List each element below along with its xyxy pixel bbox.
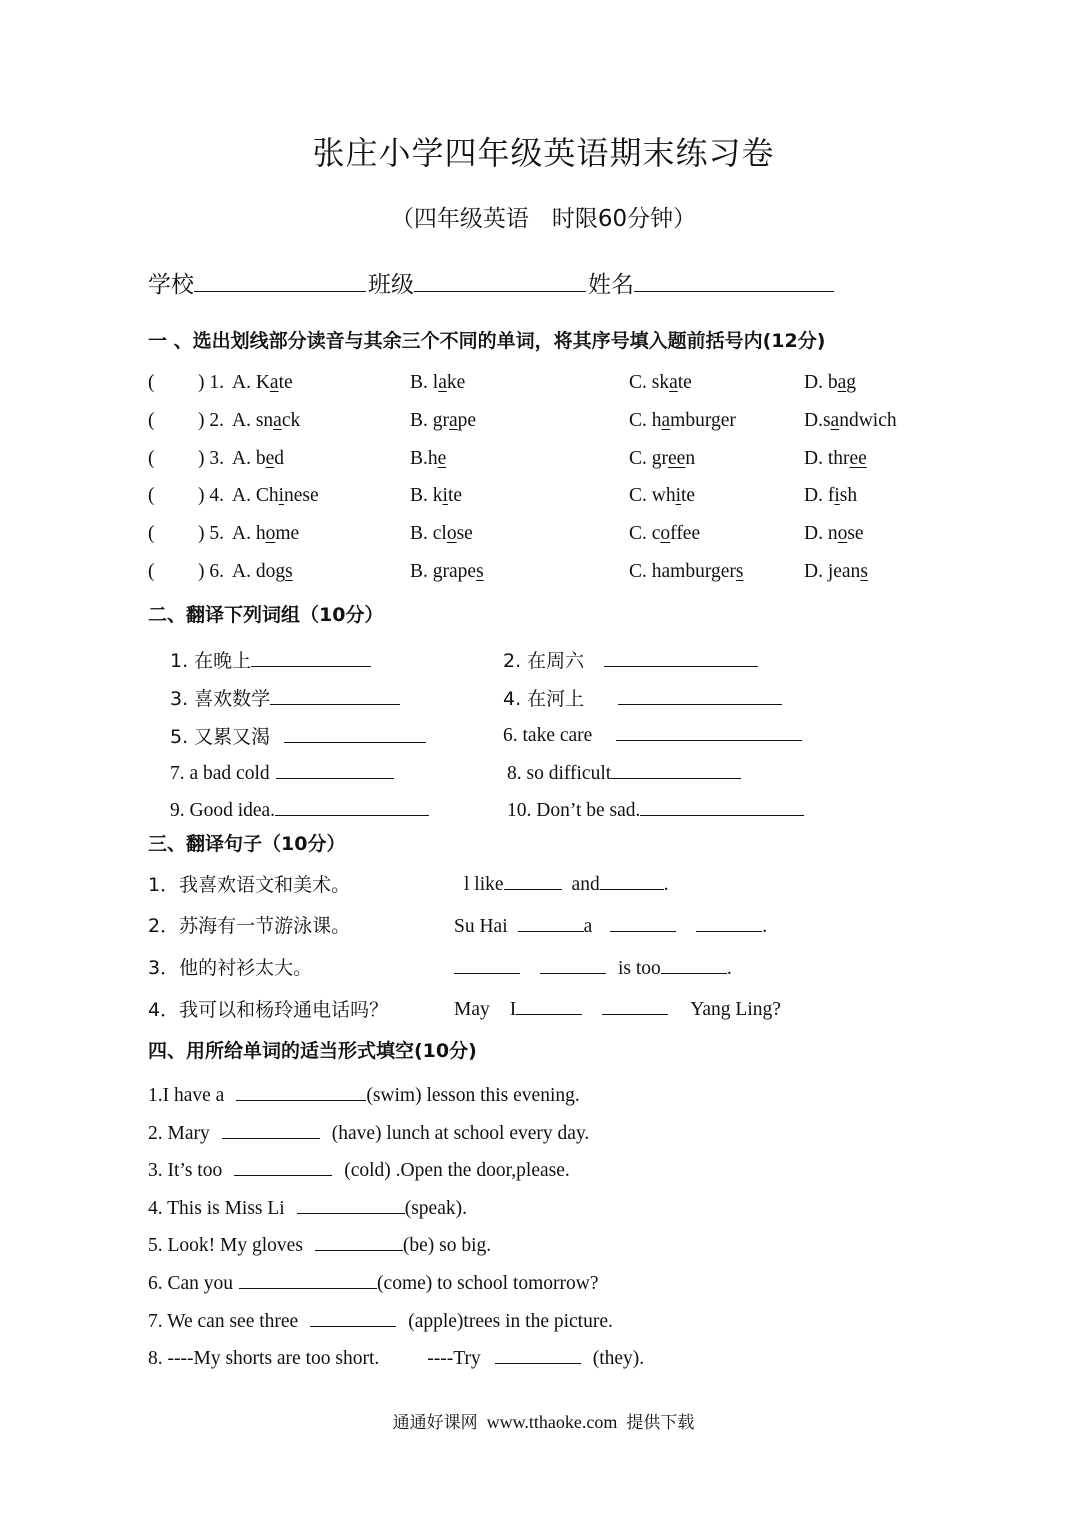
word-part: B. l — [410, 372, 439, 393]
phrase-item — [170, 722, 426, 749]
answer-blank[interactable] — [600, 871, 664, 890]
word-part: A. sn — [232, 410, 274, 431]
answer-bracket[interactable]: ( — [148, 410, 155, 431]
question-number: ) 3. — [198, 448, 224, 469]
s3-3-text-b: . — [726, 958, 732, 979]
s3-2-text-c: . — [762, 916, 768, 937]
word-part: ndwich — [839, 410, 897, 431]
word-part: B. grape — [410, 561, 477, 582]
word-part: D.s — [804, 410, 831, 431]
answer-blank[interactable] — [454, 955, 520, 974]
student-info-line — [148, 266, 836, 299]
s3-3-text-a: is too — [618, 958, 661, 979]
word-part: pe — [457, 410, 477, 431]
answer-blank[interactable] — [616, 722, 802, 741]
underlined-letters: o — [265, 523, 276, 544]
section-2-heading: 二、翻译下列词组（10分） — [148, 604, 384, 626]
answer-blank[interactable] — [518, 913, 584, 932]
s3-4-text-a: May — [454, 999, 490, 1020]
s3-1-text-b: and — [571, 874, 600, 895]
word-part: C. h — [629, 410, 662, 431]
phrase-text: 2. 在周六 — [503, 650, 585, 672]
word-part: ke — [446, 372, 466, 393]
item-suffix: (be) so big. — [402, 1235, 492, 1256]
footer-credit — [0, 1408, 1087, 1433]
item-prefix: 7. We can see three — [148, 1311, 299, 1332]
item-prefix: 8. ----My shorts are too short. — [148, 1348, 380, 1369]
option-c[interactable] — [629, 485, 695, 507]
phrase-item — [507, 797, 804, 822]
option-b[interactable] — [410, 372, 465, 394]
phrase-item — [503, 684, 782, 711]
answer-blank[interactable] — [239, 1270, 377, 1289]
footer-site-name: 通通好课网 — [392, 1413, 478, 1433]
phrase-item — [170, 760, 394, 785]
underlined-letters: i — [834, 485, 840, 506]
answer-bracket[interactable]: ( — [148, 485, 155, 506]
word-part: A. h — [232, 523, 266, 544]
section-3-heading: 三、翻译句子（10分） — [148, 833, 346, 855]
option-a[interactable] — [232, 448, 284, 470]
option-a[interactable] — [232, 485, 319, 507]
option-a[interactable] — [232, 372, 293, 394]
underlined-letters: s — [285, 561, 293, 582]
phrase-text: 9. Good idea. — [170, 800, 276, 821]
option-b[interactable] — [410, 485, 462, 507]
underlined-letters: a — [837, 372, 847, 393]
s3-item-3-english — [454, 955, 732, 980]
class-label: 班级 — [368, 272, 414, 298]
answer-bracket[interactable]: ( — [148, 448, 155, 469]
underlined-letters: a — [661, 410, 671, 431]
option-c[interactable] — [629, 561, 743, 583]
word-part: D. f — [804, 485, 835, 506]
item-suffix: (come) to school tomorrow? — [377, 1273, 599, 1294]
item-suffix: (have) lunch at school every day. — [331, 1123, 590, 1144]
question-number: ) 2. — [198, 410, 224, 431]
answer-blank[interactable] — [602, 996, 668, 1015]
word-part: ffee — [670, 523, 701, 544]
option-d[interactable] — [804, 523, 864, 545]
answer-blank[interactable] — [618, 686, 782, 705]
fill-item — [148, 1345, 644, 1370]
item-reply: ----Try — [427, 1348, 481, 1369]
option-b[interactable] — [410, 410, 476, 432]
section-4-heading: 四、用所给单词的适当形式填空(10分) — [148, 1040, 477, 1062]
word-part: D. thr — [804, 448, 850, 469]
answer-blank[interactable] — [661, 955, 727, 974]
word-part: sh — [839, 485, 858, 506]
answer-blank[interactable] — [604, 648, 758, 667]
option-b[interactable] — [410, 448, 446, 470]
underlined-letters: a — [830, 410, 840, 431]
item-prefix: 6. Can you — [148, 1273, 234, 1294]
underlined-letters: ee — [849, 448, 867, 469]
phrase-item — [170, 797, 429, 822]
answer-bracket[interactable]: ( — [148, 561, 155, 582]
word-part: se — [847, 523, 864, 544]
item-prefix: 4. This is Miss Li — [148, 1198, 285, 1219]
item-prefix: 1.I have a — [148, 1085, 225, 1106]
word-part: C. sk — [629, 372, 670, 393]
fill-item — [148, 1082, 580, 1107]
word-part: se — [456, 523, 473, 544]
word-part: te — [278, 372, 293, 393]
s3-2-text-a: Su Hai — [454, 916, 508, 937]
underlined-letters: i — [278, 485, 285, 506]
answer-blank[interactable] — [234, 1157, 332, 1176]
s3-4-text-b: I — [509, 999, 517, 1020]
item-suffix: (cold) .Open the door,please. — [344, 1160, 570, 1181]
word-part: A. K — [232, 372, 270, 393]
item-suffix: (speak). — [404, 1198, 467, 1219]
phrase-item — [503, 722, 802, 747]
item-prefix: 3. It’s too — [148, 1160, 223, 1181]
answer-blank[interactable] — [310, 1308, 396, 1327]
s3-item-2-chinese: 2．苏海有一节游泳课。 — [148, 915, 351, 937]
answer-blank[interactable] — [315, 1232, 403, 1251]
underlined-letters: a — [273, 410, 282, 431]
underlined-letters: e — [437, 448, 447, 469]
underlined-letters: a — [269, 372, 279, 393]
fill-item — [148, 1157, 570, 1182]
option-a[interactable] — [232, 561, 293, 583]
footer-url[interactable]: www.tthaoke.com — [486, 1412, 618, 1432]
underlined-letters: a — [438, 372, 447, 393]
answer-blank[interactable] — [297, 1195, 405, 1214]
word-part: C. gr — [629, 448, 668, 469]
class-blank[interactable] — [414, 267, 586, 292]
answer-blank[interactable] — [251, 648, 371, 667]
option-c[interactable] — [629, 372, 692, 394]
option-a[interactable] — [232, 523, 299, 545]
fill-item — [148, 1308, 613, 1333]
s3-item-4-chinese: 4．我可以和杨玲通电话吗？ — [148, 999, 389, 1021]
underlined-letters: o — [837, 523, 848, 544]
underlined-letters: e — [265, 448, 275, 469]
word-part: A. dog — [232, 561, 286, 582]
school-label: 学校 — [148, 272, 194, 298]
word-part: C. wh — [629, 485, 676, 506]
underlined-letters: s — [860, 561, 868, 582]
word-part: C. hamburger — [629, 561, 736, 582]
word-part: D. n — [804, 523, 838, 544]
answer-blank[interactable] — [270, 686, 400, 705]
answer-blank[interactable] — [611, 760, 741, 779]
option-c[interactable] — [629, 410, 736, 432]
word-part: ck — [281, 410, 301, 431]
s3-item-2-english — [454, 913, 767, 938]
word-part: B. k — [410, 485, 443, 506]
answer-blank[interactable] — [276, 760, 394, 779]
word-part: B. cl — [410, 523, 447, 544]
s3-item-1-chinese: 1．我喜欢语文和美术。 — [148, 874, 351, 896]
answer-blank[interactable] — [540, 955, 606, 974]
s3-2-text-b: a — [583, 916, 593, 937]
option-c[interactable] — [629, 523, 700, 545]
answer-blank[interactable] — [610, 913, 676, 932]
s3-1-text-a: l like — [464, 874, 504, 895]
word-part: A. b — [232, 448, 266, 469]
item-prefix: 5. Look! My gloves — [148, 1235, 303, 1256]
phrase-text: 1. 在晚上 — [170, 650, 252, 672]
word-part: B. gr — [410, 410, 449, 431]
word-part: te — [447, 485, 463, 506]
answer-blank[interactable] — [275, 797, 429, 816]
word-part: D. jean — [804, 561, 861, 582]
name-blank[interactable] — [634, 267, 834, 292]
word-part: te — [681, 485, 696, 506]
question-number: ) 4. — [198, 485, 224, 506]
fill-item — [148, 1232, 491, 1257]
option-b[interactable] — [410, 523, 473, 545]
question-number: ) 5. — [198, 523, 224, 544]
answer-blank[interactable] — [222, 1120, 320, 1139]
phrase-item — [507, 760, 741, 785]
option-d[interactable] — [804, 485, 857, 507]
phrase-text: 7. a bad cold — [170, 763, 270, 784]
option-c[interactable] — [629, 448, 695, 470]
underlined-letters: i — [675, 485, 682, 506]
question-number: ) 6. — [198, 561, 224, 582]
s3-4-text-c: Yang Ling? — [690, 999, 781, 1020]
phrase-text: 10. Don’t be sad. — [507, 800, 641, 821]
word-part: mburger — [670, 410, 736, 431]
underlined-letters: o — [660, 523, 671, 544]
word-part: n — [685, 448, 696, 469]
answer-blank[interactable] — [516, 996, 582, 1015]
option-d[interactable] — [804, 561, 868, 583]
underlined-letters: o — [446, 523, 457, 544]
word-part: g — [846, 372, 856, 393]
option-d[interactable] — [804, 410, 897, 432]
option-a[interactable] — [232, 410, 300, 432]
answer-blank[interactable] — [504, 871, 562, 890]
word-part: D. b — [804, 372, 838, 393]
word-part: A. Ch — [232, 485, 279, 506]
fill-item — [148, 1270, 599, 1295]
fill-item — [148, 1120, 589, 1145]
footer-provide: 提供下载 — [626, 1413, 695, 1433]
underlined-letters: ee — [668, 448, 686, 469]
school-blank[interactable] — [194, 267, 366, 292]
underlined-letters: i — [442, 485, 448, 506]
item-suffix: (apple)trees in the picture. — [408, 1311, 613, 1332]
option-d[interactable] — [804, 448, 867, 470]
phrase-item — [170, 646, 371, 673]
answer-blank[interactable] — [495, 1345, 581, 1364]
phrase-text: 3. 喜欢数学 — [170, 688, 271, 710]
s3-item-1-english — [464, 871, 669, 896]
option-d[interactable] — [804, 372, 856, 394]
question-number: ) 1. — [198, 372, 224, 393]
answer-blank[interactable] — [640, 797, 804, 816]
underlined-letters: a — [669, 372, 678, 393]
answer-bracket[interactable]: ( — [148, 372, 155, 393]
phrase-item — [170, 684, 400, 711]
underlined-letters: s — [735, 561, 744, 582]
item-prefix: 2. Mary — [148, 1123, 210, 1144]
phrase-item — [503, 646, 758, 673]
option-b[interactable] — [410, 561, 484, 583]
name-label: 姓名 — [588, 272, 634, 298]
page-subtitle: （四年级英语 时限60分钟） — [390, 206, 697, 232]
word-part: C. c — [629, 523, 661, 544]
phrase-text: 8. so difficult — [507, 763, 612, 784]
underlined-letters: s — [476, 561, 484, 582]
word-part: B.h — [410, 448, 438, 469]
s3-item-3-chinese: 3．他的衬衫太大。 — [148, 957, 313, 979]
s3-1-text-c: . — [663, 874, 669, 895]
phrase-text: 4. 在河上 — [503, 688, 585, 710]
fill-item — [148, 1195, 467, 1220]
item-suffix: (swim) lesson this evening. — [366, 1085, 580, 1106]
item-suffix: (they). — [592, 1348, 645, 1369]
word-part: me — [275, 523, 300, 544]
underlined-letters: a — [449, 410, 458, 431]
word-part: d — [274, 448, 284, 469]
word-part: te — [677, 372, 692, 393]
s3-item-4-english — [454, 996, 781, 1021]
answer-blank[interactable] — [236, 1082, 366, 1101]
answer-bracket[interactable]: ( — [148, 523, 155, 544]
answer-blank[interactable] — [284, 724, 426, 743]
phrase-text: 5. 又累又渴 — [170, 726, 271, 748]
phrase-text: 6. take care — [503, 725, 593, 746]
word-part: nese — [284, 485, 319, 506]
section-1-heading: 一 、选出划线部分读音与其余三个不同的单词，将其序号填入题前括号内(12分) — [148, 330, 826, 352]
page-title: 张庄小学四年级英语期末练习卷 — [312, 134, 775, 172]
answer-blank[interactable] — [696, 913, 762, 932]
